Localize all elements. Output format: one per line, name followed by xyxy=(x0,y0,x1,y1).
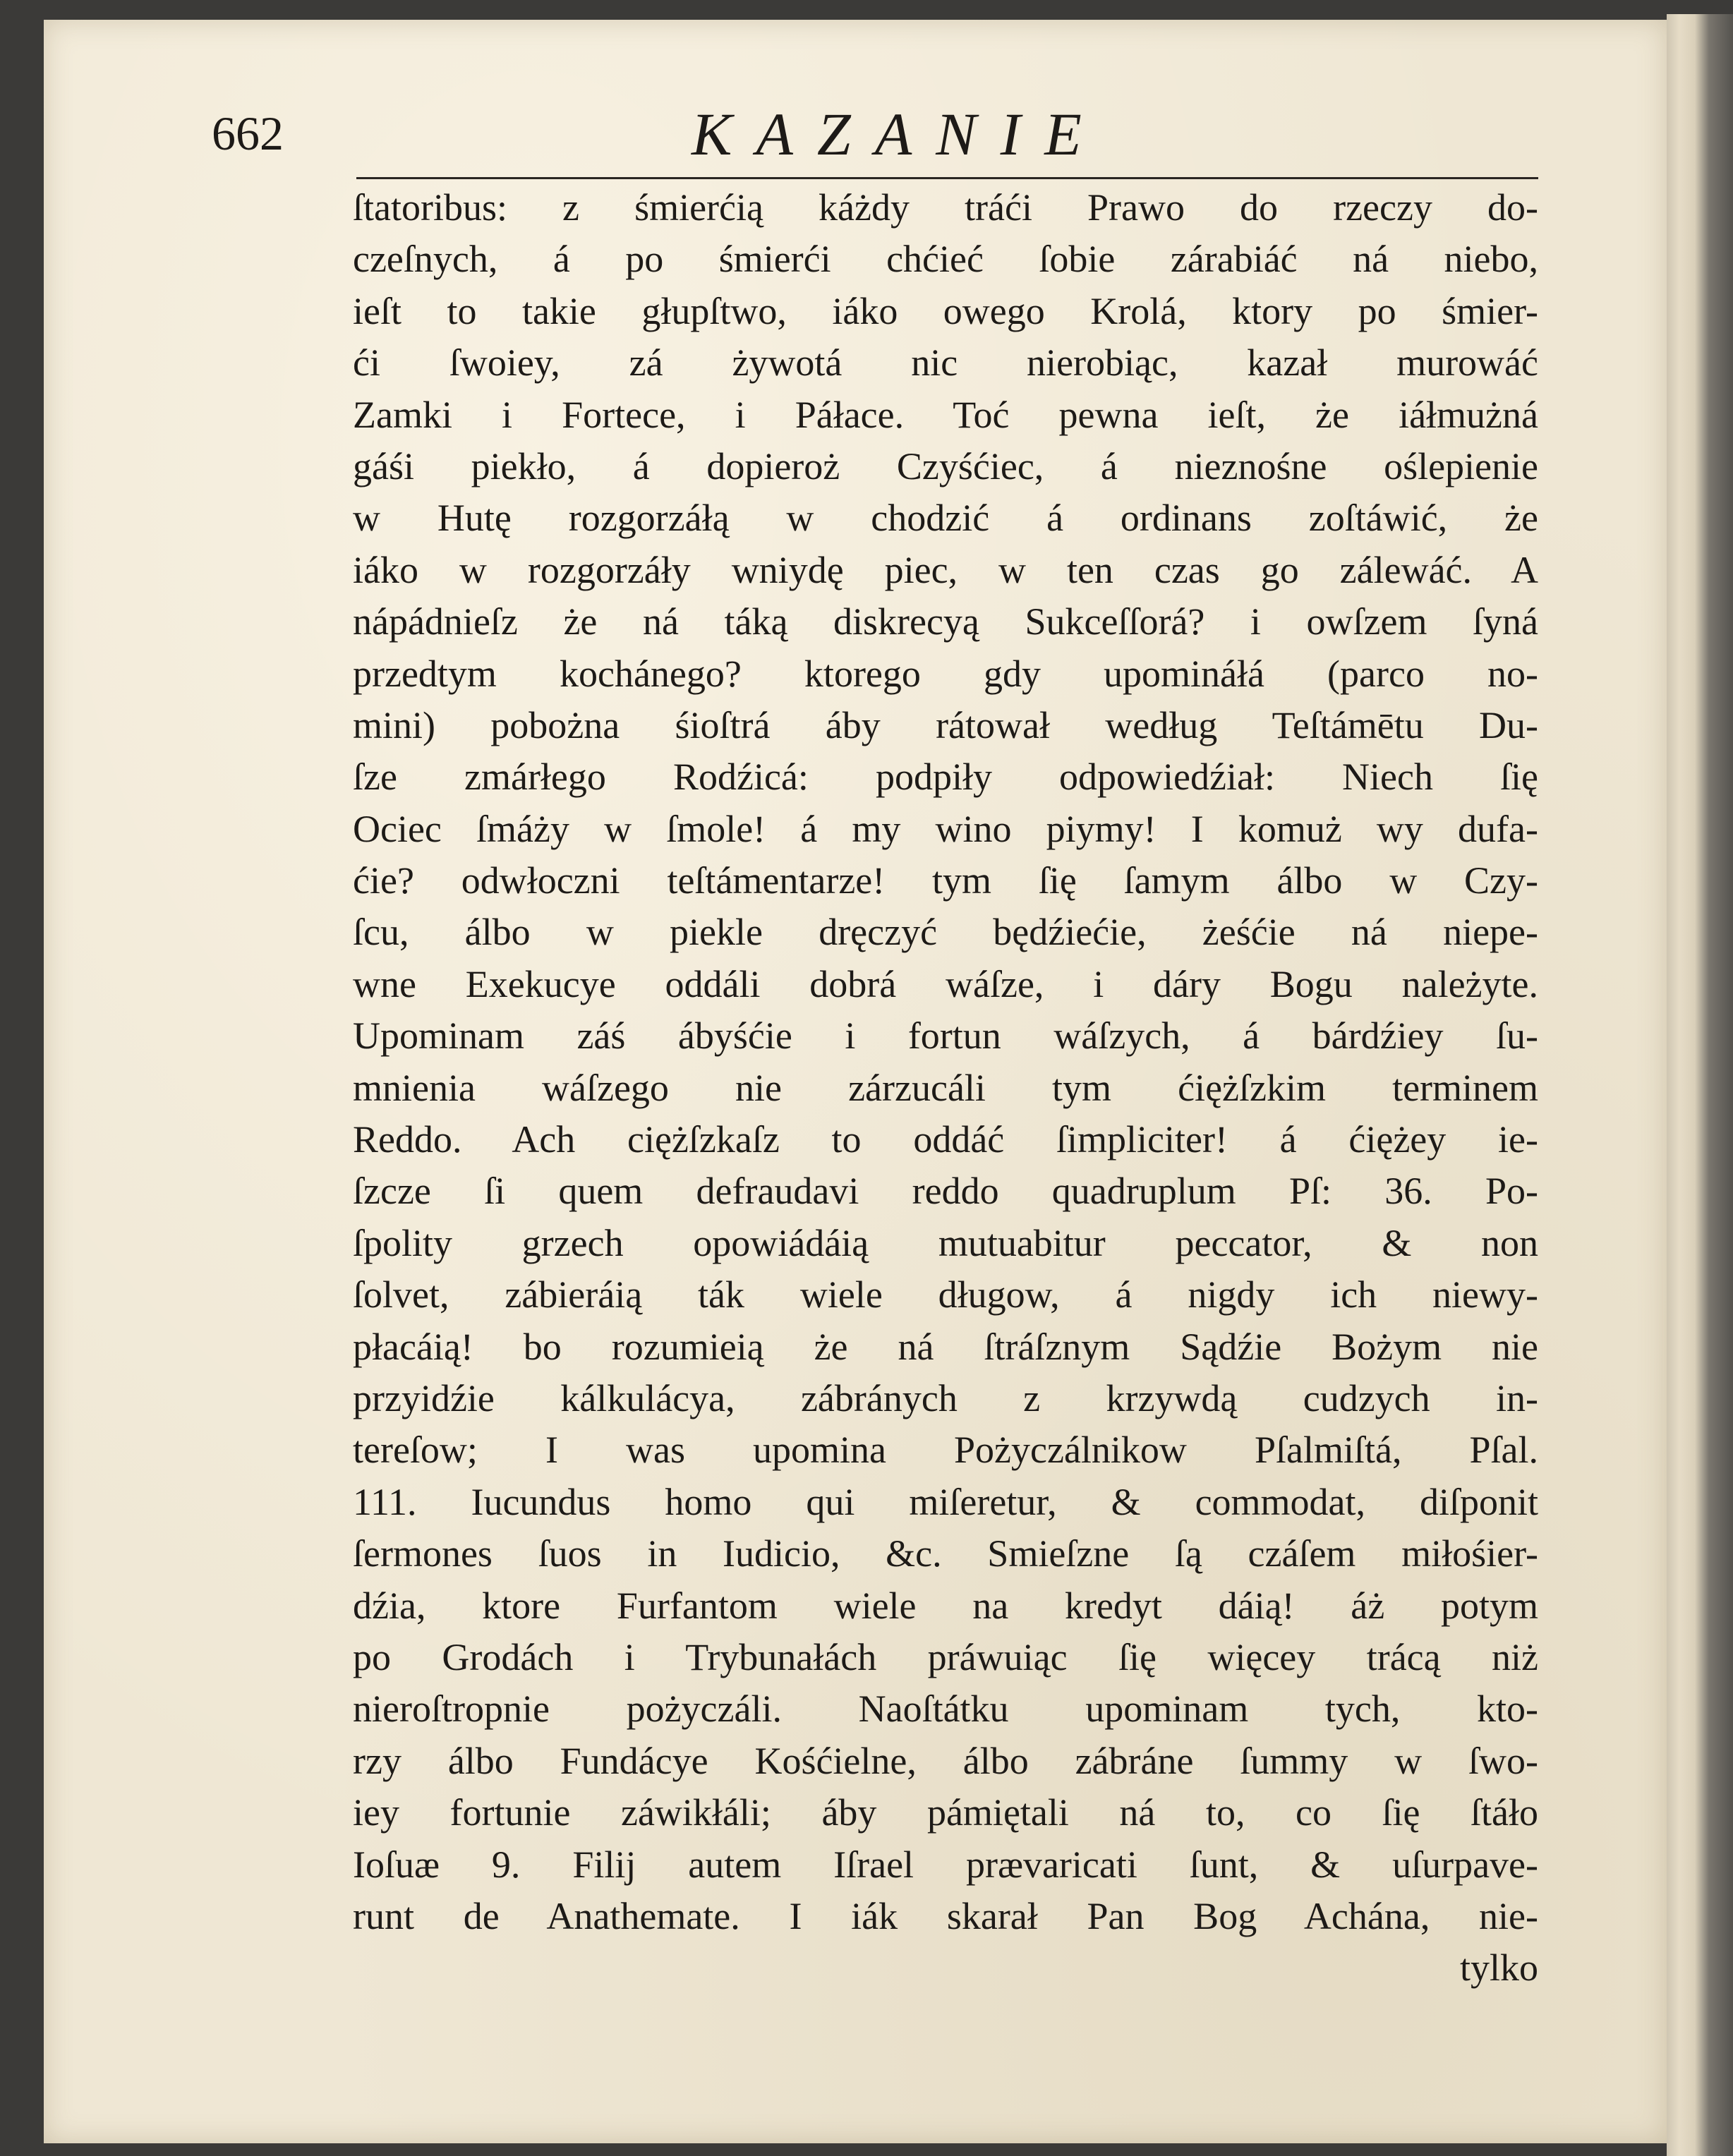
text-line: w Hutę rozgorzáłą w chodzić á ordinans zoſtáwić, że xyxy=(353,497,1538,540)
text-line: przyidźie kálkulácya, zábránych z krzywdą cudzych in- xyxy=(353,1376,1538,1419)
header-rule xyxy=(356,177,1538,179)
text-line: ćie? odwłoczni teſtámentarze! tym ſię ſamym álbo w Czy- xyxy=(353,859,1538,902)
text-line: ſtatoribus: z śmierćią káżdy tráći Prawo do rzeczy do- xyxy=(353,186,1538,229)
page-header xyxy=(212,99,1538,176)
text-line: ieſt to takie głupſtwo, iáko owego Krolá, ktory po śmier- xyxy=(353,289,1538,332)
text-line: mnienia wáſzego nie zárzucáli tym ćiężſzkim terminem xyxy=(353,1066,1538,1109)
text-line: Ioſuæ 9. Filij autem Iſrael prævaricati ſunt, & uſurpave- xyxy=(353,1843,1538,1886)
text-line: ſermones ſuos in Iudicio, &c. Smieſzne ſą czáſem miłośier- xyxy=(353,1532,1538,1575)
text-line: tereſow; I was upomina Pożyczálnikow Pſalmiſtá, Pſal. xyxy=(353,1429,1538,1472)
text-line: iey fortunie záwikłáli; áby pámiętali ná to, co ſię ſtáło xyxy=(353,1791,1538,1834)
text-line: ſzcze ſi quem defraudavi reddo quadruplum Pſ: 36. Po- xyxy=(353,1170,1538,1213)
text-line: runt de Anathemate. I iák skarał Pan Bog Achána, nie- xyxy=(353,1894,1538,1937)
text-line: gáśi piekło, á dopieroż Czyśćiec, á nieznośne oślepienie xyxy=(353,444,1538,487)
text-line: przedtym kochánego? ktorego gdy upomináłá (parco no- xyxy=(353,652,1538,695)
text-line: wne Exekucye oddáli dobrá wáſze, i dáry Bogu należyte. xyxy=(353,962,1538,1005)
text-line: Upominam záś ábyśćie i fortun wáſzych, á bárdźiey ſu- xyxy=(353,1015,1538,1058)
book-edge xyxy=(1667,14,1733,2156)
text-line: rzy álbo Fundácye Kośćielne, álbo zábráne ſummy w ſwo- xyxy=(353,1739,1538,1782)
text-line: iáko w rozgorzáły wniydę piec, w ten czas go zálewáć. A xyxy=(353,548,1538,591)
text-line: mini) pobożna śioſtrá áby rátował według Teſtámētu Du- xyxy=(353,703,1538,746)
text-line: ſze zmárłego Rodźicá: podpiły odpowiedźiał: Niech ſię xyxy=(353,756,1538,799)
text-line: ſpolity grzech opowiádáią mutuabitur peccator, & non xyxy=(353,1221,1538,1264)
text-line: ći ſwoiey, zá żywotá nic nierobiąc, kazał murowáć xyxy=(353,341,1538,384)
text-line: ſcu, álbo w piekle dręczyć będźiećie, żeśćie ná niepe- xyxy=(353,911,1538,954)
text-line: 111. Iucundus homo qui miſeretur, & commodat, diſponit xyxy=(353,1480,1538,1523)
text-line: płacáią! bo rozumieią że ná ſtráſznym Sądźie Bożym nie xyxy=(353,1325,1538,1368)
page-number: 662 xyxy=(212,107,284,160)
text-line: czeſnych, á po śmierći chćieć ſobie zárabiáć ná niebo, xyxy=(353,238,1538,281)
text-line: Reddo. Ach ciężſzkaſz to oddáć ſimpliciter! á ćiężey ie- xyxy=(353,1118,1538,1161)
text-line: Zamki i Fortece, i Páłace. Toć pewna ieſt, że iáłmużná xyxy=(353,393,1538,436)
body-text xyxy=(353,182,1538,1994)
text-line: nieroſtropnie pożyczáli. Naoſtátku upominam tych, kto- xyxy=(353,1688,1538,1731)
text-line: dźia, ktore Furfantom wiele na kredyt dáią! áż potym xyxy=(353,1584,1538,1627)
text-line: Ociec ſmáży w ſmole! á my wino piymy! I komuż wy dufa- xyxy=(353,807,1538,850)
text-line: po Grodách i Trybunałách práwuiąc ſię więcey trácą niż xyxy=(353,1635,1538,1678)
running-title: KAZANIE xyxy=(692,100,1106,168)
catchword: tylko xyxy=(1459,1946,1538,1990)
text-line: nápádnieſz że ná táką diskrecyą Sukceſſorá? i owſzem ſyná xyxy=(353,600,1538,643)
text-line: ſolvet, zábieráią ták wiele długow, á nigdy ich niewy- xyxy=(353,1273,1538,1316)
